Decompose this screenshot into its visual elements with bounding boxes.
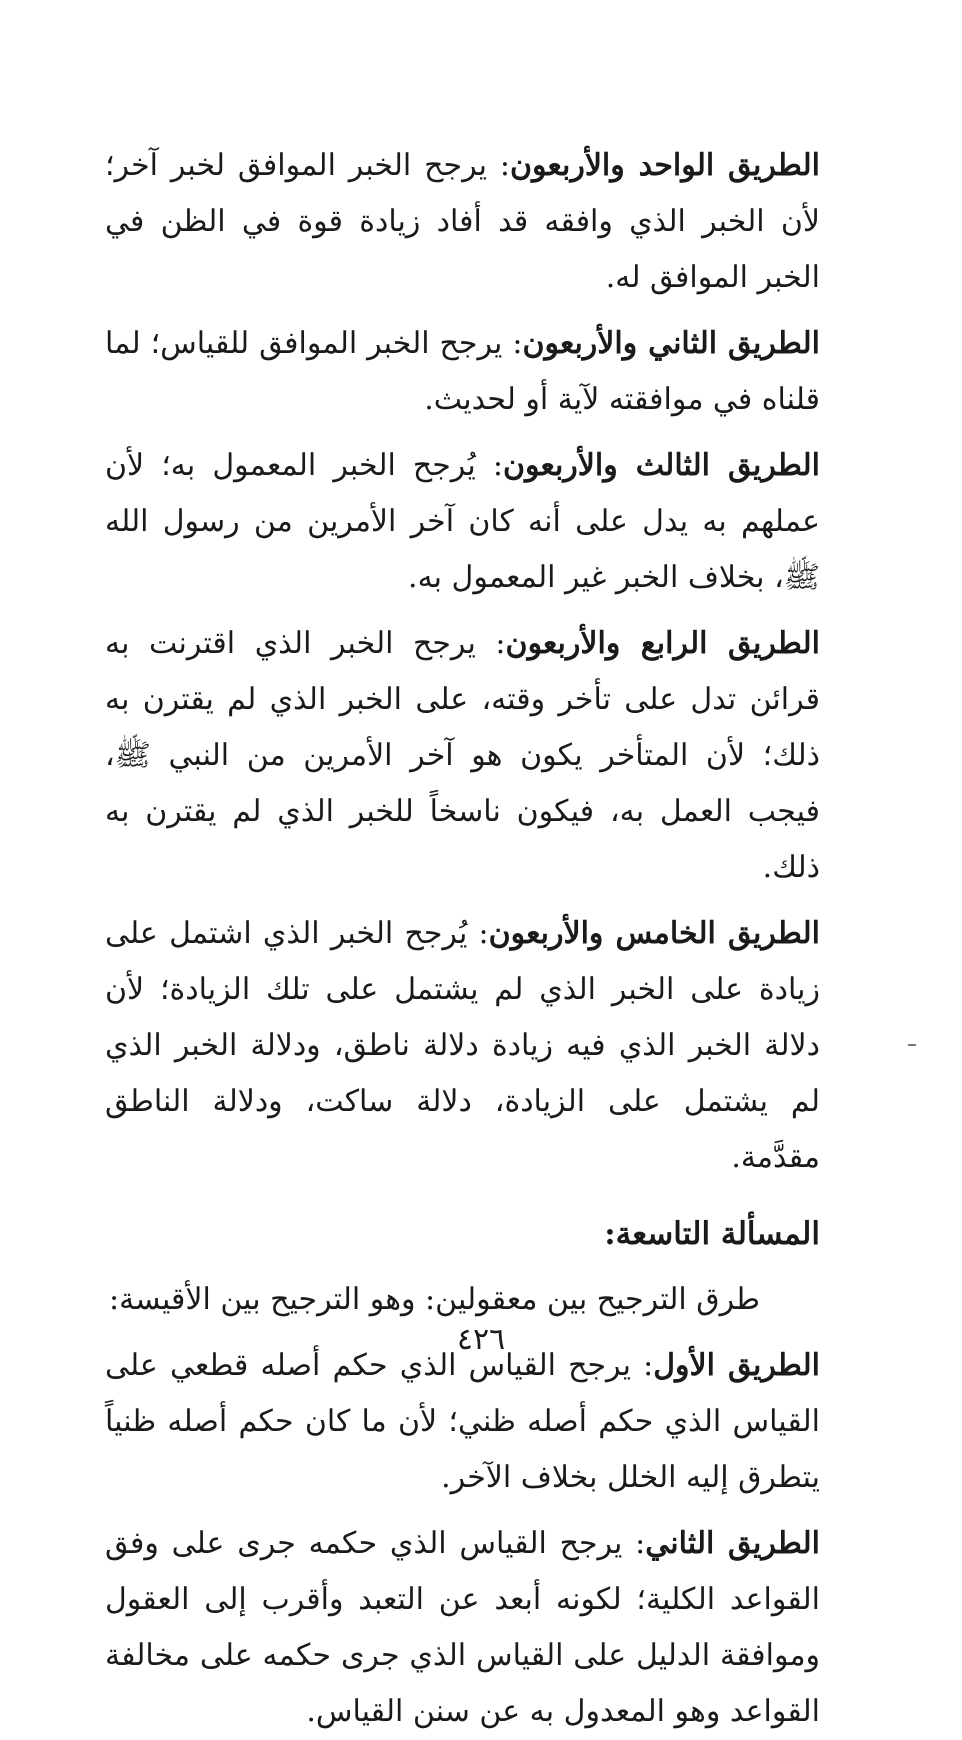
paragraph-method-1: [105, 1338, 820, 1506]
paragraph-method-43: [105, 438, 820, 606]
page-number: ٤٢٦: [456, 1322, 506, 1357]
section-intro: طرق الترجيح بين معقولين: وهو الترجيح بين الأقيسة:: [109, 1282, 760, 1317]
paragraph-method-42: [105, 316, 820, 428]
paragraph-method-44: [105, 616, 820, 896]
method-label: الطريق الخامس والأربعون: [488, 916, 820, 951]
method-text: : يرجح القياس الذي حكم أصله قطعي على القياس الذي حكم أصله ظني؛ لأن ما كان حكم أصله ظنياً يتطرق إليه الخلل بخلاف الآخر.: [105, 1348, 820, 1495]
scan-mark: [908, 1044, 916, 1046]
method-text: : يرجح الخبر الذي اقترنت به قرائن تدل على تأخر وقته، على الخبر الذي لم يقترن به ذلك؛ لأن المتأخر يكون هو آخر الأمرين من النبي ﷺ، فيجب العمل به، فيكون ناسخاً للخبر الذي لم يقترن به ذلك.: [105, 626, 820, 885]
paragraph-method-2: [105, 1516, 820, 1740]
method-text: : يُرجح الخبر المعمول به؛ لأن عملهم به يدل على أنه كان آخر الأمرين من رسول الله ﷺ، بخلاف الخبر غير المعمول به.: [105, 448, 820, 595]
method-label: الطريق الأول: [653, 1348, 820, 1383]
method-text: : يرجح الخبر الموافق للقياس؛ لما قلناه في موافقته لآية أو لحديث.: [105, 326, 820, 417]
method-label: الطريق الثالث والأربعون: [502, 448, 821, 483]
paragraph-method-45: [105, 906, 820, 1186]
method-label: الطريق الواحد والأربعون: [509, 148, 820, 183]
method-text: : يرجح الخبر الموافق لخبر آخر؛ لأن الخبر الذي وافقه قد أفاد زيادة قوة في الظن في الخبر الموافق له.: [105, 148, 820, 295]
method-text: : يُرجح الخبر الذي اشتمل على زيادة على الخبر الذي لم يشتمل على تلك الزيادة؛ لأن دلالة الخبر الذي فيه زيادة دلالة ناطق، ودلالة الخبر الذي لم يشتمل على الزيادة، دلالة ساكت، ودلالة الناطق مقدَّمة.: [105, 916, 820, 1175]
method-text: : يرجح القياس الذي حكمه جرى على وفق القواعد الكلية؛ لكونه أبعد عن التعبد وأقرب إلى العقول وموافقة الدليل على القياس الذي جرى حكمه على مخالفة القواعد وهو المعدول به عن سنن القياس.: [105, 1526, 820, 1729]
section-title: المسألة التاسعة:: [604, 1216, 820, 1252]
method-label: الطريق الرابع والأربعون: [505, 626, 820, 661]
method-label: الطريق الثاني: [645, 1526, 820, 1561]
paragraph-method-41: [105, 138, 820, 306]
method-label: الطريق الثاني والأربعون: [522, 326, 820, 361]
